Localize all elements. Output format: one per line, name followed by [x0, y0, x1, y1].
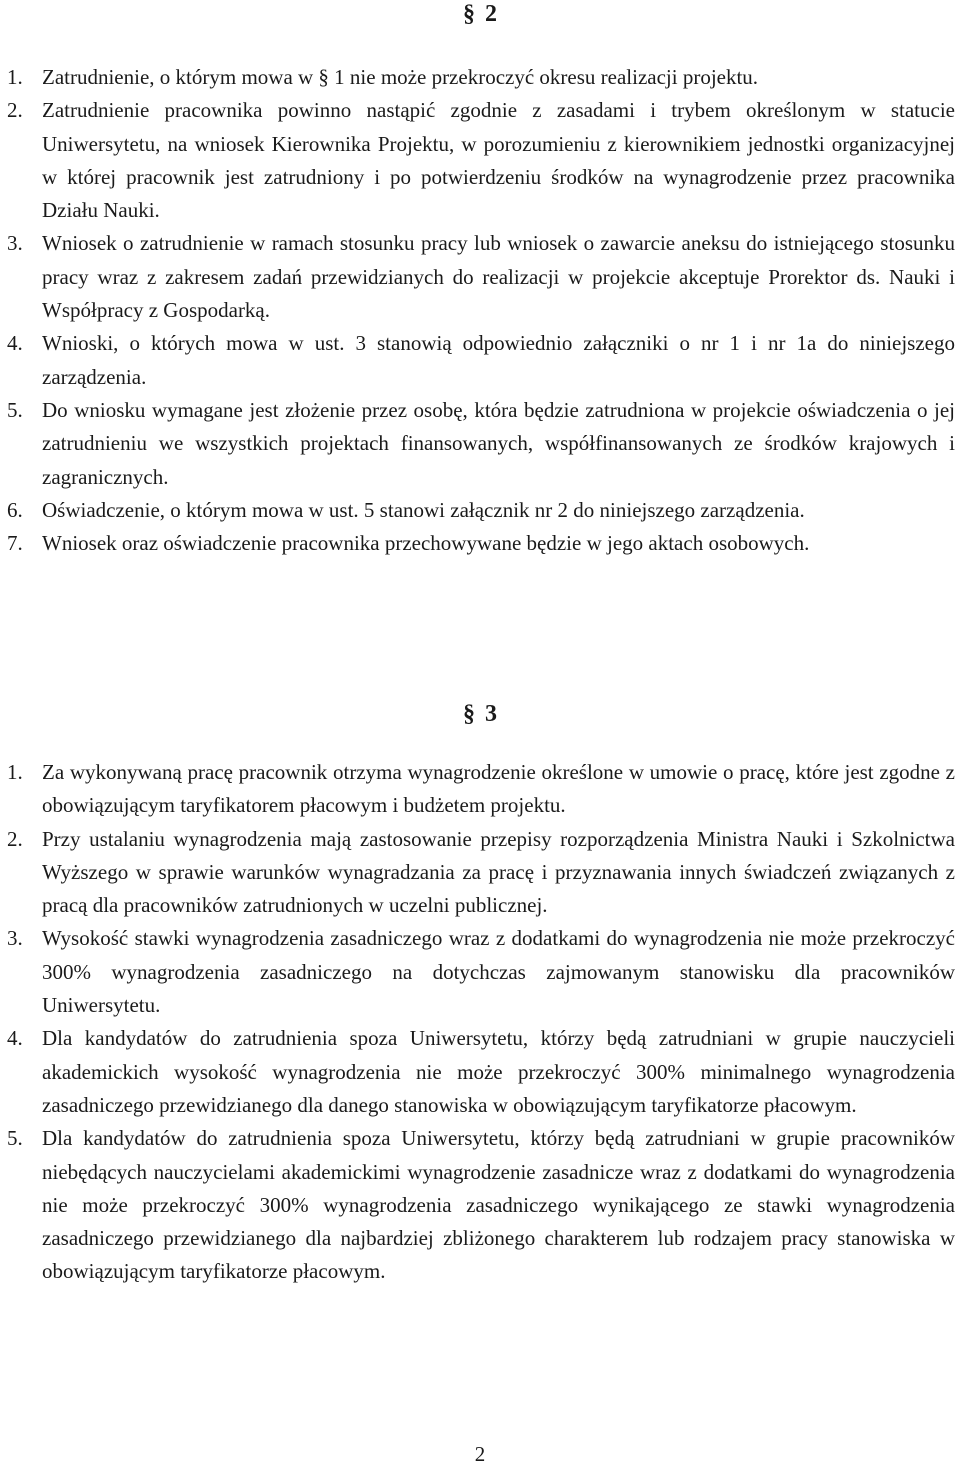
section-number: 3	[485, 701, 497, 727]
list-item	[0, 922, 960, 1022]
list-item	[0, 494, 960, 527]
item-number: 3.	[7, 926, 23, 951]
item-number: 1.	[7, 760, 23, 784]
item-number: 3.	[7, 231, 23, 256]
list-item	[0, 327, 960, 394]
list-item	[0, 227, 960, 327]
item-number: 4.	[7, 1026, 23, 1051]
item-text: Wniosek oraz oświadczenie pracownika przechowywane będzie w jego aktach osobowych.	[42, 531, 810, 556]
item-text: Za wykonywaną pracę pracownik otrzyma wynagrodzenie określone w umowie o pracę, które jest zgodne z obowiązującym taryfikatorem płacowym i budżetem projektu.	[42, 760, 955, 818]
item-text: Dla kandydatów do zatrudnienia spoza Uniwersytetu, którzy będą zatrudniani w grupie pracowników niebędących nauczycielami akademickimi wynagrodzenie zasadnicze wraz z dodatkami do wynagrodzenia nie może przekroczyć 300% wynagrodzenia zasadniczego wynikającego ze stawki wynagrodzenia zasadniczego przewidzianego dla najbardziej zbliżonego charakterem lub rodzajem pracy stanowiska w obowiązującym taryfikatorze płacowym.	[42, 1126, 955, 1284]
item-text: Wniosek o zatrudnienie w ramach stosunku pracy lub wniosek o zawarcie aneksu do istniejącego stosunku pracy wraz z zakresem zadań przewidzianych do realizacji w projekcie akceptuje Prorektor ds. Nauki i Współpracy z Gospodarką.	[42, 231, 955, 323]
list-item	[0, 1022, 960, 1122]
section-heading-2	[0, 0, 960, 28]
item-number: 2.	[7, 98, 23, 123]
list-item	[0, 756, 960, 823]
item-text: Zatrudnienie, o którym mowa w § 1 nie może przekroczyć okresu realizacji projektu.	[42, 65, 759, 89]
list-item	[0, 527, 960, 560]
item-text: Oświadczenie, o którym mowa w ust. 5 stanowi załącznik nr 2 do niniejszego zarządzenia.	[42, 497, 805, 522]
item-number: 5.	[7, 1126, 23, 1151]
section-3-list	[0, 756, 960, 1289]
page-number: 2	[474, 1442, 486, 1466]
item-number: 5.	[7, 397, 23, 422]
list-item	[0, 94, 960, 227]
item-number: 4.	[7, 331, 23, 356]
section-heading-3	[0, 700, 960, 728]
item-text: Przy ustalaniu wynagrodzenia mają zastosowanie przepisy rozporządzenia Ministra Nauki i Szkolnictwa Wyższego w sprawie warunków wynagradzania za pracę i przyznawania innych świadczeń związanych z pracą dla pracowników zatrudnionych w uczelni publicznej.	[42, 826, 955, 918]
item-text: Wnioski, o których mowa w ust. 3 stanowią odpowiednio załączniki o nr 1 i nr 1a do niniejszego zarządzenia.	[42, 331, 955, 389]
item-number: 7.	[7, 531, 23, 556]
item-text: Zatrudnienie pracownika powinno nastąpić zgodnie z zasadami i trybem określonym w statucie Uniwersytetu, na wniosek Kierownika Projektu, w porozumieniu z kierownikiem jednostki organizacyjnej w której pracownik jest zatrudniony i po potwierdzeniu środków na wynagrodzenie przez pracownika Działu Nauki.	[42, 98, 955, 223]
item-text: Dla kandydatów do zatrudnienia spoza Uniwersytetu, którzy będą zatrudniani w grupie nauczycieli akademickich wysokość wynagrodzenia nie może przekroczyć 300% minimalnego wynagrodzenia zasadniczego przewidzianego dla danego stanowiska w obowiązującym taryfikatorze płacowym.	[42, 1026, 955, 1117]
list-item	[0, 1122, 960, 1288]
section-sign: §	[463, 701, 475, 727]
list-item	[0, 394, 960, 494]
section-number: 2	[485, 1, 497, 27]
section-sign: §	[463, 1, 475, 27]
list-item	[0, 823, 960, 923]
item-text: Do wniosku wymagane jest złożenie przez osobę, która będzie zatrudniona w projekcie oświadczenia o jej zatrudnieniu we wszystkich projektach finansowanych, współfinansowanych ze środków krajowych i zagranicznych.	[42, 397, 955, 489]
item-number: 6.	[7, 497, 23, 522]
item-number: 2.	[7, 826, 23, 851]
section-2-list	[0, 61, 960, 560]
item-number: 1.	[7, 65, 23, 89]
item-text: Wysokość stawki wynagrodzenia zasadniczego wraz z dodatkami do wynagrodzenia nie może przekroczyć 300% wynagrodzenia zasadniczego na dotychczas zajmowanym stanowisku dla pracowników Uniwersytetu.	[42, 926, 955, 1018]
list-item	[0, 61, 960, 94]
